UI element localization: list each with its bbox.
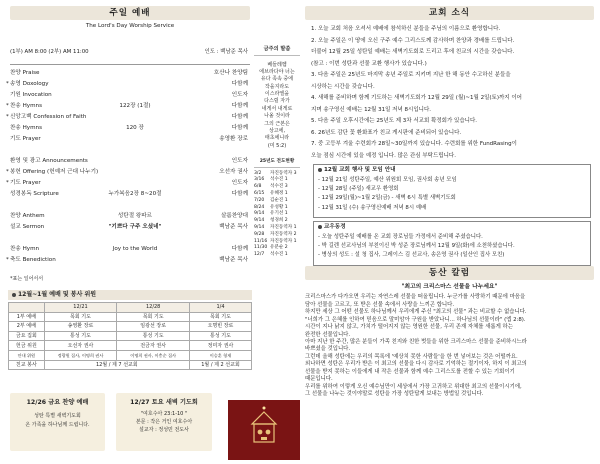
order-item-name: 환영 및 광고 Announcements: [10, 158, 88, 164]
news-item: 7. 중 고등부 겨울 수련회가 28일~30일까지 있습니다. 수련회를 위한 FundRasing이: [311, 141, 517, 147]
table-header-row: [9, 303, 252, 313]
table-row: [9, 312, 252, 322]
worship-order-row: [10, 202, 250, 211]
reading-name: 자진동역자 3: [270, 170, 297, 176]
column-panel: [305, 266, 594, 399]
nativity-icon: [228, 400, 300, 460]
worship-order-row: [6, 103, 250, 112]
order-item-person: 다함께: [231, 114, 248, 120]
event-saturday-line2: 본문 : 작은 거인 여호수아: [135, 419, 193, 425]
column-subtitle: "최고의 크리스마스 선물을 나누세요": [401, 284, 498, 290]
table-cell: 통성 기도: [44, 331, 117, 341]
reading-name: 김순진 1: [270, 197, 288, 203]
verse-line: 태초에니라: [264, 135, 290, 142]
table-cell: 임광선 장로: [117, 322, 190, 332]
standing-mark: *: [6, 103, 9, 109]
standing-note: *표는 일어서서: [10, 276, 44, 282]
table-cell: 목회 기도: [117, 312, 190, 322]
worship-title: 주일 예배: [10, 6, 250, 20]
worship-order-row: [10, 224, 250, 233]
verse-text: [254, 62, 300, 149]
standing-mark: *: [6, 114, 9, 120]
standing-mark: *: [6, 257, 9, 263]
table-cell: 금요 집회: [9, 331, 45, 341]
verse-line: 작을지라도: [264, 83, 290, 90]
event-friday-title: 12/26 금요 찬양 예배: [26, 399, 89, 406]
order-item-name: 찬송 Hymns: [10, 103, 43, 109]
column-line: 그런데 올해 성탄에는 우리의 목록에 '예상치 못한 사람들'을 한 번 넣어보는 것은 어떨까요.: [305, 353, 518, 360]
column-line: 바쁘셨을 것입니다.: [305, 346, 351, 353]
sidebar-verse: [254, 6, 300, 346]
standing-mark: *: [6, 169, 9, 175]
table-header-cell: 12/21: [44, 303, 117, 313]
reading-row: [254, 184, 300, 190]
events-box-item: - 12월 21일 성탄주일, 예산 위원회 모임, 권사회 송년 모임: [318, 176, 457, 183]
column-line: 완전한 선물입니다.: [305, 331, 351, 338]
reading-row: [254, 232, 300, 238]
schedule-section: [8, 290, 252, 370]
reading-name: 석수진 3: [270, 184, 288, 190]
event-friday: [10, 393, 105, 451]
events-box-item: - 12월 31일 (수) 송구영신예배 저녁 8시 예배: [318, 204, 427, 211]
table-cell: 목회 기도: [44, 312, 117, 322]
table-cell: 이명희 권사, 이충순 집사: [117, 350, 190, 360]
table-row: [9, 322, 252, 332]
table-cell: 2부 예배: [9, 322, 45, 332]
order-item-name: 신앙고백 Confession of Faith: [10, 114, 87, 120]
order-item-detail: 120 장: [126, 125, 144, 131]
event-saturday-line3: 설교자 : 정성민 전도사: [139, 427, 189, 434]
table-cell: 통성 기도: [190, 331, 252, 341]
order-item-detail: 성탄절 왕파르: [117, 213, 153, 219]
column-line: 크리스마스가 다가오면 우리는 자연스레 선물을 떠올립니다. 누군가를 사랑하기 때문에 마음을: [305, 294, 526, 301]
order-item-person: 송영환 장로: [219, 136, 248, 142]
verse-line: 그의 근본은: [264, 120, 290, 127]
worship-leader: 인도 : 백남준 목사: [204, 49, 248, 55]
schedule-title: [8, 290, 252, 300]
table-cell: 통성 기도: [117, 331, 190, 341]
verse-line: (미 5:2): [267, 142, 287, 149]
worship-times: (1부) AM 8:00 (2부) AM 11:00: [10, 49, 89, 55]
event-saturday: [116, 393, 212, 451]
verse-line: 상고에,: [268, 128, 286, 135]
order-item-person: 인도자: [231, 180, 248, 186]
worship-order-row: [6, 81, 250, 90]
reading-name: 청경희 2: [270, 218, 288, 224]
reading-name: 석수진 1: [270, 177, 288, 183]
column-line: 선물을 받지 못하는 이들에게 내 작은 선물과 함께 예수 그리스도를 전할 수 있는 기회이기: [305, 368, 515, 375]
column-title: 동산 칼럼: [305, 266, 594, 280]
reading-row: [254, 205, 300, 211]
order-item-name: 기원 Invocation: [10, 92, 52, 98]
verse-line: 이스라엘을: [264, 91, 290, 98]
news-panel: [305, 6, 594, 259]
event-friday-line1: 성탄 특별 새벽기도회: [34, 412, 81, 419]
worship-panel: [6, 6, 250, 326]
table-row: [9, 350, 252, 360]
reading-date: 8/24: [254, 204, 265, 210]
order-of-worship: [6, 70, 250, 270]
table-header-cell: 1/4: [190, 303, 252, 313]
worship-order-row: [10, 70, 250, 79]
reading-row: [254, 252, 300, 258]
column-line: 외나하면 성탄은 우리가 받은 이 최고의 선물을 다시 감사로 기억하는 절기이자, 하지 이 최고의: [305, 361, 527, 368]
reading-date: 9/14: [254, 218, 265, 224]
events-box: [313, 164, 591, 218]
worship-order-row: [10, 92, 250, 101]
members-box: [313, 221, 591, 266]
order-item-person: 인도자: [231, 92, 248, 98]
order-item-person: 백남준 목사: [219, 257, 248, 263]
reading-name: 유혜정 1: [270, 190, 288, 196]
reading-name: 유성황 1: [270, 204, 288, 210]
reading-row: [254, 225, 300, 231]
verse-line: 네게서 내게로: [261, 105, 293, 112]
reading-row: [254, 239, 300, 245]
order-item-person: 오선자 권사: [219, 169, 248, 175]
order-item-person: 다함께: [231, 103, 248, 109]
table-row: [9, 331, 252, 341]
column-line: 시간이 지나 낡지 않고, 가치가 떨어지지 않는 영원한 선물, 우리 존재 자체를 새롭게 하는: [305, 324, 513, 331]
column-line: 우리를 위하여 이렇게 오신 예수님만이 세상에서 가장 고귀하고 위대한 최고의 선물이시기에,: [305, 383, 522, 390]
news-item: 시상하는 시간을 갖습니다.: [311, 83, 375, 90]
members-box-item: - 오늘 성탄주일 예배를 온 교회 장로님들 가정에서 준비해 주셨습니다.: [318, 233, 483, 240]
order-item-name: 찬송 Hymns: [10, 125, 43, 131]
reading-row: [254, 177, 300, 183]
order-item-name: 봉헌 Offering (헌예저 근대 나누기): [10, 169, 99, 175]
reading-name: 석수진 1: [270, 252, 288, 258]
worship-order-row: [10, 147, 250, 156]
worship-order-row: [6, 257, 250, 266]
order-item-name: 축도 Benediction: [10, 257, 56, 263]
news-item: 지며 송구영신 예배는 12월 31일 저녁 8시입니다.: [311, 106, 432, 113]
event-saturday-line1: "여호수아 23:1-10 ": [140, 410, 188, 417]
event-saturday-title: 12/27 토요 새벽 기도회: [130, 399, 198, 406]
order-item-person: 다함께: [231, 191, 248, 197]
table-row: [9, 360, 252, 370]
worship-order-row: [6, 169, 250, 178]
reading-date: 9/28: [254, 231, 265, 237]
order-item-name: 찬송 Hymn: [10, 246, 40, 252]
worship-order-row: [10, 246, 250, 255]
order-item-name: 설교 Sermon: [10, 224, 45, 230]
reading-row: [254, 171, 300, 177]
column-line: 그 선물을 나누는 것이야말로 성탄을 가장 성탄답게 보내는 방법일 것입니다.: [305, 391, 484, 398]
reading-row: [254, 198, 300, 204]
verse-line: 유다 족속 중에: [260, 76, 294, 83]
news-item: 5. 다음 주일 오후시간에는 25년도 제 3차 서교회 확정회가 있습니다.: [311, 118, 478, 124]
table-cell: 친교 봉사: [9, 360, 45, 370]
worship-rule: [10, 64, 250, 65]
worship-order-row: [10, 235, 250, 244]
reading-date: 7/20: [254, 197, 265, 203]
members-box-item: - 병상의 성도 : 설 청 집사, 그레이스 김 선교사, 송은영 권사 (일산인 집사 모친): [318, 252, 505, 259]
worship-order-row: [10, 191, 250, 200]
reading-name: 자진동역자 2: [270, 231, 297, 237]
reading-row: [254, 191, 300, 197]
table-cell: 정광원 집사, 이명희 권사: [44, 350, 117, 360]
reading-row: [254, 245, 300, 251]
reading-date: 9/14: [254, 211, 265, 217]
members-box-title-text: 교우동정: [324, 224, 346, 230]
order-item-name: 찬양 Praise: [10, 70, 40, 76]
news-item: 2. 오늘 주일은 이 땅에 오신 구주 예수 그리스도께 감사하며 찬양과 경배를 드립니다.: [311, 37, 515, 44]
table-cell: 12월 / 제 7 선교회: [44, 360, 189, 370]
order-item-detail: 누가복음2장 8~20절: [108, 191, 162, 197]
table-header-cell: 12/28: [117, 303, 190, 313]
bullet-icon: [318, 168, 322, 172]
news-item: 1. 오늘 교회 처음 오셔서 예배에 참석하신 분들을 주님의 이름으로 환영합니다.: [311, 26, 501, 32]
reading-list: [254, 171, 300, 258]
reading-name: 유분순 2: [270, 245, 288, 251]
reading-date: 11/30: [254, 245, 268, 251]
news-title: 교회 소식: [305, 6, 594, 20]
order-item-person: 다함께: [231, 125, 248, 131]
table-cell: 오선자 권사: [44, 341, 117, 351]
schedule-title-text: 12월~1월 예배 및 봉사 위원: [18, 291, 97, 298]
order-item-detail: Joy to the World: [112, 246, 158, 252]
reading-name: 자진동역자 1: [270, 238, 297, 244]
column-line: 하지만 세상 그 어떤 선물도 하나님께서 우리에게 주신 "최고의 선물" 과는 비교할 수 없습니다.: [305, 309, 527, 316]
table-cell: 오명빈 장로: [190, 322, 252, 332]
worship-order-row: [6, 114, 250, 123]
events-box-item: - 12월 29일(월)~1월 2일(금) - 새벽 6시 특별 새벽기도회: [318, 195, 456, 202]
events-box-item: - 12월 28일 (주일) 새교우 환영회: [318, 185, 399, 192]
table-cell: 안내 위원: [9, 350, 45, 360]
table-cell: 목회 기도: [190, 312, 252, 322]
worship-order-row: [10, 125, 250, 134]
reading-date: 9/14: [254, 224, 265, 230]
order-item-person: 살롬찬양대: [220, 213, 248, 219]
reading-date: 3/2: [254, 170, 262, 176]
worship-order-row: [10, 158, 250, 167]
order-item-detail: "기쁘다 구주 오셨네": [108, 224, 162, 230]
order-item-name: 찬양 Anthem: [10, 213, 45, 219]
order-item-name: 성경봉독 Scripture: [10, 191, 59, 197]
verse-title: 금주의 말씀: [254, 6, 300, 56]
reading-row: [254, 218, 300, 224]
column-line: 때문입니다.: [305, 376, 333, 383]
standing-mark: *: [6, 81, 9, 87]
verse-line: 다스릴 자가: [264, 98, 290, 105]
events-box-list: [314, 177, 590, 212]
table-cell: 헌금 위원: [9, 341, 45, 351]
order-item-name: 기도 Prayer: [10, 136, 41, 142]
members-box-list: [314, 234, 590, 259]
reading-name: 유기선 1: [270, 211, 288, 217]
reading-name: 자진동역자 1: [270, 224, 297, 230]
table-cell: 1월 / 제 2 선교회: [190, 360, 252, 370]
news-item: (참고 : 이번 성탄과 선물 교환 행사가 있습니다.): [311, 60, 427, 67]
bullet-icon: [318, 225, 322, 229]
news-item: 4. 새해를 준비하며 함께 기도하는 새벽기도회가 12월 29일 (월)~1월 2일(토)까지 이어: [311, 95, 522, 101]
column-line: 담아 선물을 고르고, 또 받은 선물 속에서 사랑을 느끼곤 합니다.: [305, 301, 455, 308]
news-item: 6. 26년도 감단 꽃 환화표가 친교 게시판에 준비되어 있습니다.: [311, 129, 462, 136]
worship-order-row: [6, 180, 250, 189]
order-item-person: 인도자: [231, 158, 248, 164]
reading-date: 6/8: [254, 184, 262, 190]
table-cell: 송영환 장로: [44, 322, 117, 332]
reading-date: 11/16: [254, 238, 268, 244]
schedule-table: [8, 302, 252, 370]
table-cell: 전금자 권사: [117, 341, 190, 351]
bullet-icon: [12, 293, 16, 297]
order-item-name: 기도 Prayer: [10, 180, 41, 186]
table-cell: 1부 예배: [9, 312, 45, 322]
column-line: "너희가 그 은혜를 인하여 믿음으로 말미암아 구원을 받았나니... 하나님의 선물이라" (엡 2:8).: [305, 316, 526, 323]
reading-date: 12/7: [254, 252, 265, 258]
reading-row: [254, 211, 300, 217]
verse-line: 나올 것이라: [264, 113, 290, 120]
verse-line: 에브라다야 너는: [259, 68, 295, 75]
event-friday-line2: 온 가족을 하나님께 드립니다.: [25, 422, 90, 428]
news-list: [305, 26, 594, 176]
news-item: 오늘 점심 시간에 있을 예정 입니다. 많은 관심 부탁드립니다.: [311, 152, 456, 159]
column-body: [305, 294, 594, 398]
column-line: 아마 지난 한 주간, 많은 분들이 가족 친지와 친한 벗들을 위한 크리스마스 선물을 준비하시느라: [305, 338, 527, 345]
table-cell: 이승훈 형제: [190, 350, 252, 360]
reading-title: 25년도 전도현황: [254, 159, 300, 168]
members-box-item: - 박 길렌 선교사님의 부친이신 박 성준 장로님께서 12월 9일(화)에 소천하셨습니다.: [318, 242, 515, 249]
order-item-person: 호산나 찬양팀: [213, 70, 248, 76]
nativity-image: [228, 400, 300, 460]
order-item-name: 송영 Doxology: [10, 81, 49, 87]
members-box-title: [314, 222, 590, 231]
verse-line: 베들레헴: [267, 61, 287, 68]
standing-mark: *: [6, 180, 9, 186]
order-item-person: 다함께: [231, 246, 248, 252]
worship-order-row: [10, 136, 250, 145]
order-item-person: 백남준 목사: [219, 224, 248, 230]
order-item-detail: 122장 (1절): [119, 103, 151, 109]
table-cell: 정미자 권사: [190, 341, 252, 351]
worship-order-row: [10, 213, 250, 222]
order-item-person: 다함께: [231, 81, 248, 87]
worship-subtitle: The Lord's Day Worship Service: [85, 23, 175, 29]
reading-date: 6/15: [254, 190, 265, 196]
news-item: 더불어 12월 25일 성탄일 예배는 새벽기도회로 드리고 후에 친교의 시간을 갖습니다.: [311, 49, 515, 55]
table-header-cell: [9, 303, 45, 313]
reading-date: 3/16: [254, 177, 265, 183]
events-box-title-text: 12월 교회 행사 및 모임 안내: [324, 167, 396, 173]
table-row: [9, 341, 252, 351]
events-box-title: [314, 165, 590, 174]
news-item: 3. 다음 주일은 25년도 마지막 송년 주일로 지키며 지난 한 해 동안 수고하신 분들을: [311, 72, 511, 78]
